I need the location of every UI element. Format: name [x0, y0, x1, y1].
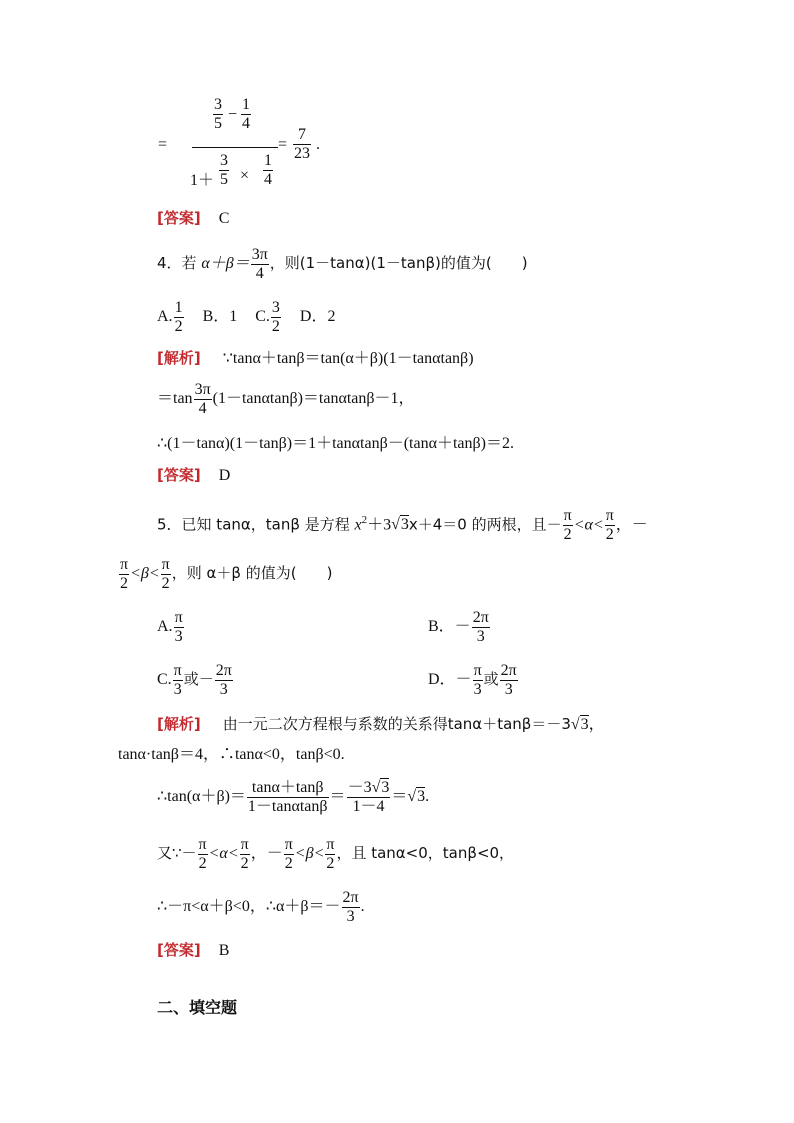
den-frac-a: $\frac{3}{5}$ — [220, 152, 228, 188]
compound-denominator: 1＋ $\frac{3}{5}$ × $\frac{1}{4}$ — [190, 152, 272, 189]
q5-analysis-line1: [解析] 由一元二次方程根与系数的关系得tanα＋tanβ＝－3√3， — [157, 715, 605, 733]
question-5-line1: 5．已知 tanα，tanβ 是方程 $x^2+3√3x+4=0$ 的两根，且－ $\frac{\pi}{2}$ <α< $\frac{\pi}{2}$ ，－ — [157, 497, 648, 543]
num-frac-b: $\frac{1}{4}$ — [242, 96, 250, 132]
q4-analysis-line2: ＝tan $\frac{3\pi}{4}$ (1－tanαtanβ)＝tanαtanβ－1， — [157, 380, 415, 417]
answer-4: [答案] D — [157, 466, 231, 484]
q5-analysis-line4: 又∵－ $\frac{\pi}{2}$ <α< $\frac{\pi}{2}$ ，－ $\frac{\pi}{2}$ <β< $\frac{\pi}{2}$ ，且 tanα<0，tanβ<0， — [157, 835, 515, 872]
sqrt-symbol: √3 — [391, 516, 409, 534]
num-frac-a: $\frac{3}{5}$ — [214, 96, 222, 132]
q5-option-d[interactable]: D．－ $\frac{\pi}{3}$ 或 $\frac{2\pi}{3}$ — [428, 661, 517, 698]
section-heading: 二、填空题 — [157, 998, 238, 1017]
answer-3 — [157, 208, 229, 229]
answer-label: [答案] — [157, 209, 201, 227]
q5-option-b[interactable]: B．－ $\frac{2\pi}{3}$ — [428, 608, 489, 645]
analysis-label: [解析] — [157, 349, 201, 367]
question-5-line2: $\frac{\pi}{2}$ <β< $\frac{\pi}{2}$ ，则 α＋β 的值为( ) — [120, 555, 333, 592]
eq-prefix: = — [158, 136, 168, 153]
q5-analysis-line5: ∴－π<α＋β<0，∴α＋β＝－ $\frac{2\pi}{3}$ . — [157, 888, 365, 925]
compound-fraction: $\frac{3}{5}$ − $\frac{1}{4}$ 1＋ $\frac{3}{5}$ × $\frac{1}{4}$ = $\frac{7}{23}$ . — [174, 96, 418, 202]
q5-analysis-line2: tanα·tanβ＝4，∴tanα<0，tanβ<0. — [118, 746, 345, 763]
option-a[interactable]: A. $\frac{1}{2}$ — [157, 298, 183, 335]
q4-options — [157, 294, 335, 340]
q4-analysis-line3: ∴(1－tanα)(1－tanβ)＝1＋tanαtanβ－(tanα＋tanβ)＝2. — [157, 435, 515, 452]
q5-option-c[interactable]: C. $\frac{\pi}{3}$ 或－ $\frac{2\pi}{3}$ — [157, 661, 232, 698]
main-fraction-bar — [192, 147, 278, 148]
q5-option-a[interactable]: A. $\frac{\pi}{3}$ — [157, 608, 183, 645]
q4-analysis-line1: [解析] ∵tanα＋tanβ＝tan(α＋β)(1－tanαtanβ) — [157, 349, 474, 367]
minus-sign: − — [228, 106, 238, 123]
den-frac-b: $\frac{1}{4}$ — [264, 152, 272, 188]
option-d[interactable]: D．2 — [299, 308, 336, 325]
answer-value: C — [218, 210, 230, 227]
result-frac: $\frac{7}{23}$ — [294, 126, 310, 162]
compound-numerator — [202, 96, 262, 144]
answer-5: [答案] B — [157, 941, 230, 959]
question-4: 4．若 α＋β＝ $\frac{3\pi}{4}$ ，则(1－tanα)(1－tanβ)的值为( ) — [157, 245, 528, 282]
option-b[interactable]: B．1 — [202, 308, 238, 325]
q5-analysis-line3: ∴tan(α＋β)＝ $\frac{\tan\alpha+\tan\beta}{1-\tan\alpha\tan\beta}$ ＝ $\frac{-3√3}{1-4}$ ＝√3. — [157, 778, 430, 815]
option-c[interactable]: C. $\frac{3}{2}$ — [255, 298, 280, 335]
